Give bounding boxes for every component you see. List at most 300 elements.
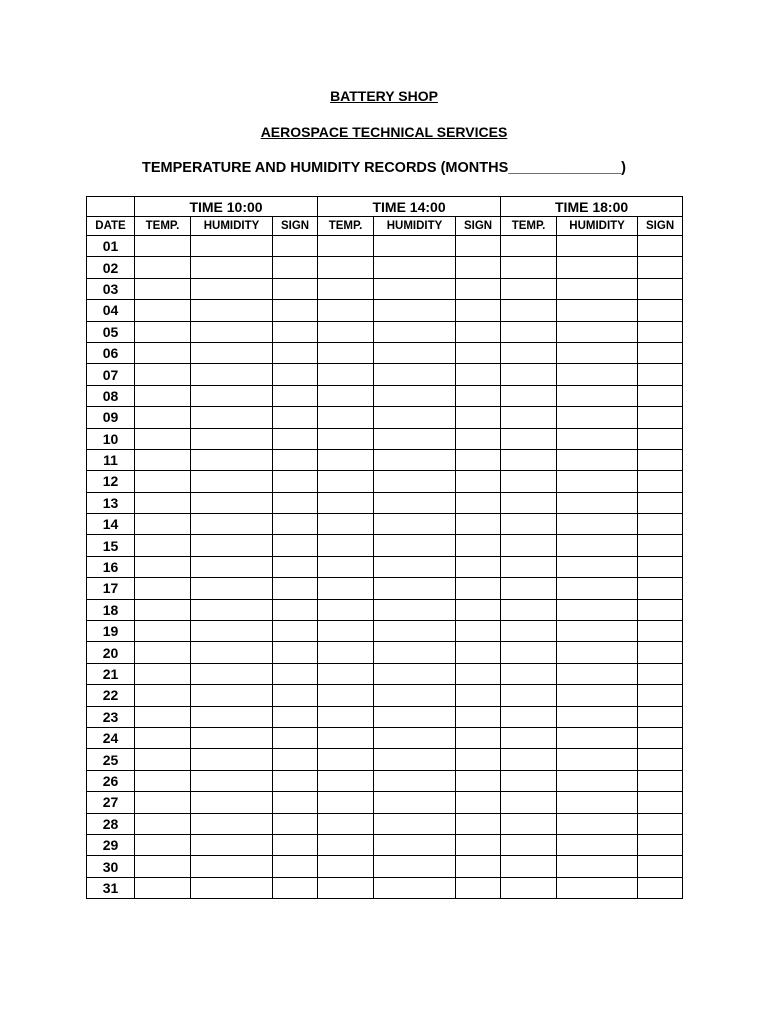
date-cell: 19	[87, 621, 135, 642]
humidity-entry-cell[interactable]	[191, 492, 273, 513]
sign-entry-cell[interactable]	[273, 663, 318, 684]
temp-entry-cell[interactable]	[318, 556, 374, 577]
sign-entry-cell[interactable]	[456, 428, 501, 449]
sign-entry-cell[interactable]	[638, 236, 683, 257]
temp-entry-cell[interactable]	[318, 257, 374, 278]
table-row	[87, 813, 683, 834]
date-cell: 09	[87, 407, 135, 428]
humidity-entry-cell[interactable]	[191, 236, 273, 257]
humidity-entry-cell[interactable]	[374, 792, 456, 813]
sign-entry-cell[interactable]	[273, 364, 318, 385]
sign-entry-cell[interactable]	[273, 407, 318, 428]
humidity-entry-cell[interactable]	[374, 663, 456, 684]
temp-entry-cell[interactable]	[135, 663, 191, 684]
humidity-entry-cell[interactable]	[557, 342, 638, 363]
temp-entry-cell[interactable]	[318, 770, 374, 791]
temp-entry-cell[interactable]	[318, 535, 374, 556]
temp-entry-cell[interactable]	[318, 321, 374, 342]
sign-entry-cell[interactable]	[273, 642, 318, 663]
humidity-entry-cell[interactable]	[557, 514, 638, 535]
sign-entry-cell[interactable]	[273, 578, 318, 599]
temp-entry-cell[interactable]	[135, 300, 191, 321]
sign-entry-cell[interactable]	[456, 300, 501, 321]
sign-entry-cell[interactable]	[273, 834, 318, 855]
sign-entry-cell[interactable]	[273, 428, 318, 449]
temp-entry-cell[interactable]	[501, 385, 557, 406]
table-row	[87, 492, 683, 513]
humidity-entry-cell[interactable]	[557, 621, 638, 642]
humidity-entry-cell[interactable]	[557, 749, 638, 770]
temp-entry-cell[interactable]	[135, 685, 191, 706]
humidity-entry-cell[interactable]	[191, 471, 273, 492]
temp-entry-cell[interactable]	[135, 792, 191, 813]
sign-entry-cell[interactable]	[638, 514, 683, 535]
sign-entry-cell[interactable]	[638, 621, 683, 642]
temp-entry-cell[interactable]	[135, 385, 191, 406]
temp-entry-cell[interactable]	[135, 342, 191, 363]
temp-entry-cell[interactable]	[501, 642, 557, 663]
sign-entry-cell[interactable]	[456, 535, 501, 556]
sign-entry-cell[interactable]	[273, 813, 318, 834]
sign-entry-cell[interactable]	[456, 727, 501, 748]
temp-entry-cell[interactable]	[318, 342, 374, 363]
temp-entry-cell[interactable]	[135, 257, 191, 278]
sign-entry-cell[interactable]	[638, 535, 683, 556]
humidity-entry-cell[interactable]	[557, 257, 638, 278]
temp-entry-cell[interactable]	[135, 514, 191, 535]
temp-entry-cell[interactable]	[318, 492, 374, 513]
humidity-entry-cell[interactable]	[374, 321, 456, 342]
sign-entry-cell[interactable]	[638, 792, 683, 813]
humidity-entry-cell[interactable]	[374, 236, 456, 257]
sign-entry-cell[interactable]	[638, 813, 683, 834]
sign-entry-cell[interactable]	[273, 342, 318, 363]
humidity-entry-cell[interactable]	[557, 556, 638, 577]
sign-entry-cell[interactable]	[638, 599, 683, 620]
temp-entry-cell[interactable]	[501, 535, 557, 556]
sign-entry-cell[interactable]	[456, 364, 501, 385]
humidity-entry-cell[interactable]	[374, 749, 456, 770]
humidity-entry-cell[interactable]	[557, 385, 638, 406]
sign-entry-cell[interactable]	[638, 685, 683, 706]
temp-entry-cell[interactable]	[501, 236, 557, 257]
temp-entry-cell[interactable]	[501, 278, 557, 299]
temp-entry-cell[interactable]	[135, 770, 191, 791]
record-title: TEMPERATURE AND HUMIDITY RECORDS (MONTHS______________)	[142, 160, 626, 176]
sign-entry-cell[interactable]	[638, 449, 683, 470]
temp-entry-cell[interactable]	[318, 685, 374, 706]
temp-entry-cell[interactable]	[318, 727, 374, 748]
temp-entry-cell[interactable]	[501, 578, 557, 599]
time-group-header: TIME 14:00	[318, 197, 501, 217]
sign-entry-cell[interactable]	[273, 471, 318, 492]
humidity-entry-cell[interactable]	[191, 535, 273, 556]
sign-entry-cell[interactable]	[638, 663, 683, 684]
temp-entry-cell[interactable]	[501, 770, 557, 791]
sign-entry-cell[interactable]	[638, 770, 683, 791]
temp-entry-cell[interactable]	[501, 749, 557, 770]
humidity-entry-cell[interactable]	[557, 727, 638, 748]
temp-entry-cell[interactable]	[318, 706, 374, 727]
humidity-entry-cell[interactable]	[557, 706, 638, 727]
sign-entry-cell[interactable]	[273, 257, 318, 278]
humidity-entry-cell[interactable]	[374, 621, 456, 642]
sign-entry-cell[interactable]	[456, 685, 501, 706]
sign-entry-cell[interactable]	[273, 749, 318, 770]
humidity-entry-cell[interactable]	[374, 813, 456, 834]
humidity-entry-cell[interactable]	[557, 449, 638, 470]
temp-entry-cell[interactable]	[501, 492, 557, 513]
temp-entry-cell[interactable]	[318, 385, 374, 406]
humidity-entry-cell[interactable]	[557, 300, 638, 321]
temp-entry-cell[interactable]	[135, 856, 191, 877]
humidity-entry-cell[interactable]	[191, 364, 273, 385]
temp-entry-cell[interactable]	[501, 706, 557, 727]
humidity-entry-cell[interactable]	[374, 342, 456, 363]
humidity-entry-cell[interactable]	[374, 642, 456, 663]
sign-entry-cell[interactable]	[456, 407, 501, 428]
humidity-entry-cell[interactable]	[191, 578, 273, 599]
humidity-entry-cell[interactable]	[374, 407, 456, 428]
humidity-entry-cell[interactable]	[557, 834, 638, 855]
humidity-entry-cell[interactable]	[557, 663, 638, 684]
sign-entry-cell[interactable]	[456, 749, 501, 770]
sign-entry-cell[interactable]	[273, 449, 318, 470]
sign-entry-cell[interactable]	[638, 834, 683, 855]
humidity-entry-cell[interactable]	[374, 770, 456, 791]
humidity-entry-cell[interactable]	[374, 685, 456, 706]
temp-entry-cell[interactable]	[318, 877, 374, 898]
humidity-entry-cell[interactable]	[374, 856, 456, 877]
humidity-entry-cell[interactable]	[191, 385, 273, 406]
sign-entry-cell[interactable]	[456, 385, 501, 406]
sign-entry-cell[interactable]	[273, 385, 318, 406]
humidity-entry-cell[interactable]	[191, 770, 273, 791]
table-row	[87, 578, 683, 599]
humidity-entry-cell[interactable]	[557, 364, 638, 385]
sign-entry-cell[interactable]	[456, 813, 501, 834]
temp-entry-cell[interactable]	[135, 492, 191, 513]
temp-entry-cell[interactable]	[135, 236, 191, 257]
temp-entry-cell[interactable]	[501, 556, 557, 577]
humidity-entry-cell[interactable]	[191, 792, 273, 813]
humidity-entry-cell[interactable]	[191, 642, 273, 663]
temp-entry-cell[interactable]	[135, 578, 191, 599]
humidity-entry-cell[interactable]	[557, 792, 638, 813]
humidity-entry-cell[interactable]	[191, 514, 273, 535]
sign-entry-cell[interactable]	[273, 856, 318, 877]
sign-entry-cell[interactable]	[638, 749, 683, 770]
temp-entry-cell[interactable]	[501, 321, 557, 342]
temp-entry-cell[interactable]	[135, 834, 191, 855]
sign-entry-cell[interactable]	[273, 621, 318, 642]
temp-entry-cell[interactable]	[135, 877, 191, 898]
sign-entry-cell[interactable]	[456, 642, 501, 663]
humidity-entry-cell[interactable]	[557, 599, 638, 620]
humidity-entry-cell[interactable]	[374, 364, 456, 385]
humidity-entry-cell[interactable]	[557, 428, 638, 449]
table-body	[87, 236, 683, 899]
temp-entry-cell[interactable]	[135, 321, 191, 342]
sign-entry-cell[interactable]	[456, 449, 501, 470]
temp-entry-cell[interactable]	[501, 257, 557, 278]
sign-entry-cell[interactable]	[638, 642, 683, 663]
temp-entry-cell[interactable]	[135, 556, 191, 577]
temp-entry-cell[interactable]	[501, 407, 557, 428]
sign-entry-cell[interactable]	[456, 856, 501, 877]
humidity-entry-cell[interactable]	[374, 278, 456, 299]
temp-entry-cell[interactable]	[318, 621, 374, 642]
temp-entry-cell[interactable]	[501, 663, 557, 684]
temp-entry-cell[interactable]	[501, 856, 557, 877]
humidity-entry-cell[interactable]	[557, 492, 638, 513]
sign-entry-cell[interactable]	[273, 535, 318, 556]
temp-entry-cell[interactable]	[318, 514, 374, 535]
temp-entry-cell[interactable]	[135, 727, 191, 748]
temp-entry-cell[interactable]	[135, 813, 191, 834]
humidity-entry-cell[interactable]	[191, 300, 273, 321]
sign-entry-cell[interactable]	[456, 278, 501, 299]
temp-entry-cell[interactable]	[501, 471, 557, 492]
temp-entry-cell[interactable]	[501, 727, 557, 748]
humidity-entry-cell[interactable]	[374, 385, 456, 406]
temp-entry-cell[interactable]	[501, 514, 557, 535]
humidity-entry-cell[interactable]	[557, 278, 638, 299]
temp-entry-cell[interactable]	[501, 428, 557, 449]
sign-entry-cell[interactable]	[273, 706, 318, 727]
sign-entry-cell[interactable]	[638, 471, 683, 492]
humidity-entry-cell[interactable]	[374, 492, 456, 513]
humidity-entry-cell[interactable]	[191, 813, 273, 834]
sign-entry-cell[interactable]	[273, 877, 318, 898]
sign-entry-cell[interactable]	[456, 621, 501, 642]
temp-entry-cell[interactable]	[135, 449, 191, 470]
humidity-entry-cell[interactable]	[557, 471, 638, 492]
sign-entry-cell[interactable]	[273, 556, 318, 577]
sign-entry-cell[interactable]	[638, 727, 683, 748]
date-cell: 18	[87, 599, 135, 620]
humidity-entry-cell[interactable]	[557, 236, 638, 257]
humidity-entry-cell[interactable]	[191, 727, 273, 748]
temp-entry-cell[interactable]	[501, 300, 557, 321]
humidity-entry-cell[interactable]	[374, 556, 456, 577]
humidity-entry-cell[interactable]	[191, 599, 273, 620]
humidity-entry-cell[interactable]	[191, 685, 273, 706]
sign-entry-cell[interactable]	[638, 428, 683, 449]
sign-entry-cell[interactable]	[273, 236, 318, 257]
sign-entry-cell[interactable]	[456, 514, 501, 535]
temp-entry-cell[interactable]	[501, 449, 557, 470]
humidity-entry-cell[interactable]	[374, 471, 456, 492]
sign-entry-cell[interactable]	[638, 706, 683, 727]
temp-entry-cell[interactable]	[318, 834, 374, 855]
humidity-entry-cell[interactable]	[374, 834, 456, 855]
table-row	[87, 449, 683, 470]
humidity-entry-cell[interactable]	[557, 770, 638, 791]
date-cell: 02	[87, 257, 135, 278]
sign-entry-cell[interactable]	[638, 257, 683, 278]
temp-entry-cell[interactable]	[318, 856, 374, 877]
temp-entry-cell[interactable]	[135, 706, 191, 727]
humidity-entry-cell[interactable]	[191, 321, 273, 342]
temp-entry-cell[interactable]	[135, 535, 191, 556]
sign-entry-cell[interactable]	[273, 770, 318, 791]
sign-entry-cell[interactable]	[456, 792, 501, 813]
sign-entry-cell[interactable]	[638, 278, 683, 299]
temp-entry-cell[interactable]	[501, 792, 557, 813]
humidity-entry-cell[interactable]	[557, 535, 638, 556]
humidity-entry-cell[interactable]	[374, 535, 456, 556]
sign-entry-cell[interactable]	[456, 770, 501, 791]
sign-entry-cell[interactable]	[638, 364, 683, 385]
humidity-entry-cell[interactable]	[374, 514, 456, 535]
temp-entry-cell[interactable]	[135, 599, 191, 620]
humidity-entry-cell[interactable]	[374, 706, 456, 727]
humidity-entry-cell[interactable]	[191, 342, 273, 363]
temperature-humidity-table	[86, 196, 683, 899]
sign-column-header: SIGN	[456, 217, 501, 236]
humidity-entry-cell[interactable]	[557, 856, 638, 877]
humidity-entry-cell[interactable]	[191, 428, 273, 449]
temp-entry-cell[interactable]	[501, 599, 557, 620]
sign-entry-cell[interactable]	[456, 556, 501, 577]
date-cell: 31	[87, 877, 135, 898]
date-cell: 06	[87, 342, 135, 363]
humidity-entry-cell[interactable]	[374, 599, 456, 620]
sign-entry-cell[interactable]	[638, 385, 683, 406]
temp-entry-cell[interactable]	[135, 407, 191, 428]
humidity-entry-cell[interactable]	[557, 321, 638, 342]
temp-entry-cell[interactable]	[318, 300, 374, 321]
sign-entry-cell[interactable]	[638, 856, 683, 877]
sign-entry-cell[interactable]	[638, 300, 683, 321]
sign-entry-cell[interactable]	[273, 727, 318, 748]
humidity-entry-cell[interactable]	[557, 813, 638, 834]
humidity-entry-cell[interactable]	[374, 578, 456, 599]
sign-entry-cell[interactable]	[638, 321, 683, 342]
humidity-entry-cell[interactable]	[374, 449, 456, 470]
humidity-entry-cell[interactable]	[374, 257, 456, 278]
sign-entry-cell[interactable]	[638, 407, 683, 428]
temp-entry-cell[interactable]	[501, 834, 557, 855]
temp-entry-cell[interactable]	[501, 364, 557, 385]
humidity-entry-cell[interactable]	[191, 663, 273, 684]
humidity-entry-cell[interactable]	[191, 706, 273, 727]
temp-entry-cell[interactable]	[318, 278, 374, 299]
sign-entry-cell[interactable]	[456, 877, 501, 898]
sign-entry-cell[interactable]	[273, 599, 318, 620]
humidity-column-header: HUMIDITY	[374, 217, 456, 236]
sign-entry-cell[interactable]	[638, 578, 683, 599]
sign-entry-cell[interactable]	[456, 492, 501, 513]
temp-entry-cell[interactable]	[318, 407, 374, 428]
temp-entry-cell[interactable]	[318, 471, 374, 492]
humidity-entry-cell[interactable]	[557, 578, 638, 599]
sign-entry-cell[interactable]	[273, 685, 318, 706]
temp-entry-cell[interactable]	[318, 428, 374, 449]
humidity-entry-cell[interactable]	[191, 257, 273, 278]
table-row	[87, 556, 683, 577]
temp-entry-cell[interactable]	[318, 449, 374, 470]
humidity-entry-cell[interactable]	[191, 877, 273, 898]
sign-entry-cell[interactable]	[456, 471, 501, 492]
temp-entry-cell[interactable]	[501, 621, 557, 642]
temp-entry-cell[interactable]	[318, 364, 374, 385]
temp-entry-cell[interactable]	[135, 749, 191, 770]
temp-entry-cell[interactable]	[135, 428, 191, 449]
sign-entry-cell[interactable]	[456, 599, 501, 620]
sign-entry-cell[interactable]	[456, 706, 501, 727]
sign-entry-cell[interactable]	[273, 300, 318, 321]
sign-entry-cell[interactable]	[638, 556, 683, 577]
humidity-entry-cell[interactable]	[191, 278, 273, 299]
sign-entry-cell[interactable]	[273, 514, 318, 535]
temp-entry-cell[interactable]	[318, 578, 374, 599]
temp-entry-cell[interactable]	[501, 342, 557, 363]
temp-entry-cell[interactable]	[135, 278, 191, 299]
humidity-entry-cell[interactable]	[191, 449, 273, 470]
temp-entry-cell[interactable]	[501, 877, 557, 898]
sign-entry-cell[interactable]	[456, 236, 501, 257]
temp-entry-cell[interactable]	[135, 642, 191, 663]
sign-entry-cell[interactable]	[273, 321, 318, 342]
humidity-entry-cell[interactable]	[191, 834, 273, 855]
temp-entry-cell[interactable]	[318, 813, 374, 834]
sign-entry-cell[interactable]	[638, 492, 683, 513]
temp-entry-cell[interactable]	[318, 642, 374, 663]
sign-entry-cell[interactable]	[273, 492, 318, 513]
sign-entry-cell[interactable]	[273, 792, 318, 813]
sign-entry-cell[interactable]	[456, 663, 501, 684]
sign-entry-cell[interactable]	[638, 342, 683, 363]
humidity-entry-cell[interactable]	[374, 877, 456, 898]
humidity-entry-cell[interactable]	[374, 300, 456, 321]
humidity-entry-cell[interactable]	[557, 685, 638, 706]
sign-entry-cell[interactable]	[638, 877, 683, 898]
time-group-header: TIME 18:00	[501, 197, 683, 217]
humidity-entry-cell[interactable]	[374, 727, 456, 748]
sign-entry-cell[interactable]	[456, 834, 501, 855]
humidity-entry-cell[interactable]	[191, 556, 273, 577]
sign-entry-cell[interactable]	[456, 578, 501, 599]
table-row	[87, 834, 683, 855]
temp-entry-cell[interactable]	[318, 749, 374, 770]
humidity-entry-cell[interactable]	[557, 877, 638, 898]
humidity-entry-cell[interactable]	[557, 642, 638, 663]
humidity-entry-cell[interactable]	[557, 407, 638, 428]
sign-entry-cell[interactable]	[273, 278, 318, 299]
humidity-entry-cell[interactable]	[191, 407, 273, 428]
temp-entry-cell[interactable]	[501, 813, 557, 834]
temp-entry-cell[interactable]	[501, 685, 557, 706]
temp-entry-cell[interactable]	[318, 236, 374, 257]
temp-entry-cell[interactable]	[318, 663, 374, 684]
temp-entry-cell[interactable]	[135, 364, 191, 385]
sign-entry-cell[interactable]	[456, 257, 501, 278]
humidity-entry-cell[interactable]	[191, 749, 273, 770]
humidity-column-header: HUMIDITY	[557, 217, 638, 236]
temp-entry-cell[interactable]	[318, 599, 374, 620]
temp-entry-cell[interactable]	[318, 792, 374, 813]
date-cell: 17	[87, 578, 135, 599]
humidity-entry-cell[interactable]	[191, 856, 273, 877]
sign-entry-cell[interactable]	[456, 321, 501, 342]
temp-entry-cell[interactable]	[135, 621, 191, 642]
sign-entry-cell[interactable]	[456, 342, 501, 363]
temp-entry-cell[interactable]	[135, 471, 191, 492]
humidity-entry-cell[interactable]	[374, 428, 456, 449]
humidity-entry-cell[interactable]	[191, 621, 273, 642]
